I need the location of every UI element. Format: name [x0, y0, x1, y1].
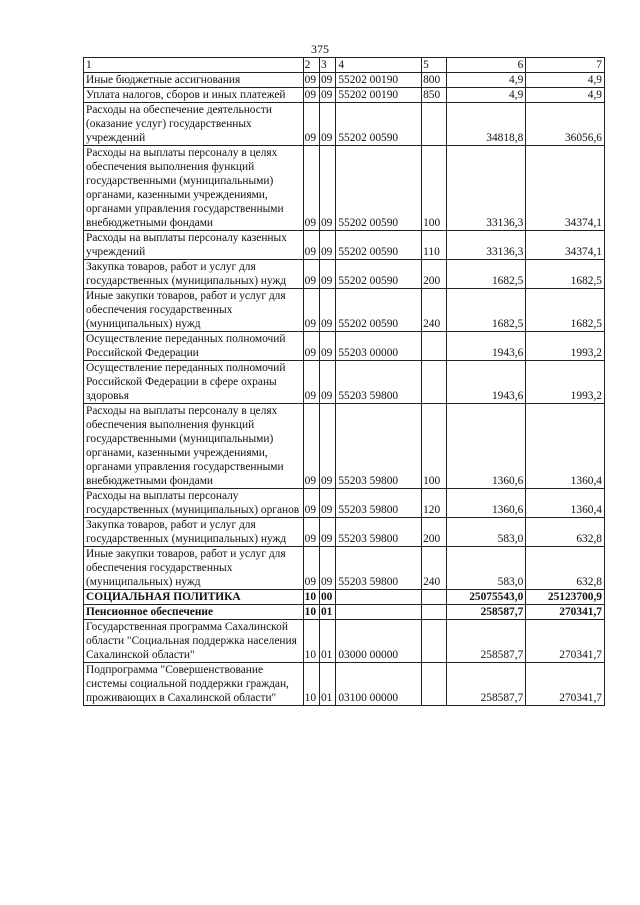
row-name: СОЦИАЛЬНАЯ ПОЛИТИКА	[84, 590, 304, 605]
table-header-row	[84, 58, 605, 73]
row-expense-type	[422, 620, 447, 663]
page-number: 375	[311, 42, 329, 56]
row-name: Закупка товаров, работ и услуг для государственных (муниципальных) нужд	[84, 518, 304, 547]
table-row	[84, 260, 605, 289]
row-name: Уплата налогов, сборов и иных платежей	[84, 88, 304, 103]
row-subsection: 09	[319, 404, 335, 489]
row-expense-type	[422, 361, 447, 404]
table-row	[84, 404, 605, 489]
row-section: 10	[303, 590, 319, 605]
row-section: 09	[303, 404, 319, 489]
row-amount-col7: 270341,7	[526, 620, 605, 663]
row-target-code: 55202 00590	[336, 231, 422, 260]
row-expense-type	[422, 590, 447, 605]
row-section: 09	[303, 518, 319, 547]
row-subsection: 09	[319, 518, 335, 547]
row-section: 09	[303, 361, 319, 404]
row-name: Иные закупки товаров, работ и услуг для обеспечения государственных (муниципальных) нужд	[84, 289, 304, 332]
row-target-code: 55202 00590	[336, 289, 422, 332]
row-section: 09	[303, 332, 319, 361]
table-row	[84, 590, 605, 605]
row-target-code: 55203 59800	[336, 361, 422, 404]
row-target-code: 55202 00190	[336, 88, 422, 103]
row-subsection: 09	[319, 73, 335, 88]
row-amount-col7: 4,9	[526, 88, 605, 103]
row-amount-col7: 632,8	[526, 547, 605, 590]
row-expense-type	[422, 332, 447, 361]
row-target-code: 55203 59800	[336, 489, 422, 518]
column-header-4: 4	[336, 58, 422, 73]
row-section: 09	[303, 547, 319, 590]
row-expense-type: 100	[422, 146, 447, 231]
row-amount-col6: 1682,5	[446, 289, 526, 332]
row-target-code: 55203 00000	[336, 332, 422, 361]
row-section: 09	[303, 73, 319, 88]
row-subsection: 09	[319, 332, 335, 361]
row-subsection: 09	[319, 231, 335, 260]
row-subsection: 09	[319, 289, 335, 332]
row-target-code: 55202 00590	[336, 103, 422, 146]
row-expense-type: 200	[422, 260, 447, 289]
row-expense-type: 850	[422, 88, 447, 103]
row-section: 09	[303, 260, 319, 289]
table-row	[84, 88, 605, 103]
row-name: Государственная программа Сахалинской области "Социальная поддержка населения Сахалинской области"	[84, 620, 304, 663]
row-amount-col6: 583,0	[446, 547, 526, 590]
row-section: 10	[303, 605, 319, 620]
row-subsection: 09	[319, 361, 335, 404]
row-name: Расходы на выплаты персоналу государственных (муниципальных) органов	[84, 489, 304, 518]
budget-table	[83, 57, 605, 706]
row-amount-col6: 33136,3	[446, 231, 526, 260]
row-amount-col6: 1360,6	[446, 489, 526, 518]
row-subsection: 01	[319, 605, 335, 620]
row-amount-col7: 1682,5	[526, 289, 605, 332]
row-subsection: 09	[319, 489, 335, 518]
table-row	[84, 663, 605, 706]
row-section: 10	[303, 620, 319, 663]
column-header-6: 6	[446, 58, 526, 73]
row-amount-col7: 4,9	[526, 73, 605, 88]
row-amount-col6: 258587,7	[446, 620, 526, 663]
row-target-code: 55203 59800	[336, 547, 422, 590]
row-subsection: 09	[319, 146, 335, 231]
row-name: Осуществление переданных полномочий Российской Федерации	[84, 332, 304, 361]
row-name: Иные закупки товаров, работ и услуг для обеспечения государственных (муниципальных) нужд	[84, 547, 304, 590]
row-subsection: 09	[319, 547, 335, 590]
row-section: 09	[303, 489, 319, 518]
row-target-code: 03000 00000	[336, 620, 422, 663]
table-row	[84, 605, 605, 620]
row-amount-col6: 258587,7	[446, 605, 526, 620]
row-expense-type: 200	[422, 518, 447, 547]
table-row	[84, 361, 605, 404]
row-subsection: 09	[319, 260, 335, 289]
row-amount-col7: 270341,7	[526, 663, 605, 706]
row-amount-col6: 583,0	[446, 518, 526, 547]
column-header-2: 2	[303, 58, 319, 73]
row-expense-type: 800	[422, 73, 447, 88]
row-amount-col6: 258587,7	[446, 663, 526, 706]
row-amount-col6: 4,9	[446, 73, 526, 88]
row-name: Расходы на выплаты персоналу казенных учреждений	[84, 231, 304, 260]
table-body	[84, 73, 605, 706]
row-subsection: 01	[319, 620, 335, 663]
column-header-3: 3	[319, 58, 335, 73]
row-expense-type: 240	[422, 289, 447, 332]
row-expense-type: 110	[422, 231, 447, 260]
table-row	[84, 518, 605, 547]
row-section: 09	[303, 231, 319, 260]
row-target-code	[336, 590, 422, 605]
row-section: 09	[303, 289, 319, 332]
row-section: 09	[303, 146, 319, 231]
table-row	[84, 547, 605, 590]
row-amount-col6: 4,9	[446, 88, 526, 103]
row-target-code: 55202 00590	[336, 146, 422, 231]
row-amount-col7: 1993,2	[526, 361, 605, 404]
row-amount-col7: 632,8	[526, 518, 605, 547]
row-section: 09	[303, 88, 319, 103]
row-amount-col7: 36056,6	[526, 103, 605, 146]
row-subsection: 09	[319, 88, 335, 103]
row-expense-type	[422, 103, 447, 146]
row-name: Иные бюджетные ассигнования	[84, 73, 304, 88]
column-header-1: 1	[84, 58, 304, 73]
table-row	[84, 103, 605, 146]
column-header-5: 5	[422, 58, 447, 73]
table-row	[84, 73, 605, 88]
row-amount-col7: 1360,4	[526, 404, 605, 489]
row-name: Подпрограмма "Совершенствование системы социальной поддержки граждан, проживающих в Сахалинской области"	[84, 663, 304, 706]
row-amount-col6: 1360,6	[446, 404, 526, 489]
row-amount-col6: 1943,6	[446, 332, 526, 361]
table-row	[84, 146, 605, 231]
row-section: 09	[303, 103, 319, 146]
row-target-code: 55203 59800	[336, 404, 422, 489]
row-amount-col7: 1360,4	[526, 489, 605, 518]
row-target-code: 03100 00000	[336, 663, 422, 706]
table-row	[84, 289, 605, 332]
row-target-code: 55203 59800	[336, 518, 422, 547]
row-amount-col7: 270341,7	[526, 605, 605, 620]
row-amount-col7: 1682,5	[526, 260, 605, 289]
row-name: Расходы на обеспечение деятельности (оказание услуг) государственных учреждений	[84, 103, 304, 146]
row-subsection: 09	[319, 103, 335, 146]
row-expense-type	[422, 605, 447, 620]
row-amount-col6: 34818,8	[446, 103, 526, 146]
row-amount-col6: 1682,5	[446, 260, 526, 289]
row-amount-col7: 34374,1	[526, 146, 605, 231]
row-name: Пенсионное обеспечение	[84, 605, 304, 620]
row-expense-type	[422, 663, 447, 706]
row-section: 10	[303, 663, 319, 706]
row-amount-col6: 33136,3	[446, 146, 526, 231]
row-target-code: 55202 00190	[336, 73, 422, 88]
row-name: Осуществление переданных полномочий Российской Федерации в сфере охраны здоровья	[84, 361, 304, 404]
table-row	[84, 231, 605, 260]
row-name: Закупка товаров, работ и услуг для государственных (муниципальных) нужд	[84, 260, 304, 289]
row-expense-type: 100	[422, 404, 447, 489]
row-target-code: 55202 00590	[336, 260, 422, 289]
table-row	[84, 489, 605, 518]
row-name: Расходы на выплаты персоналу в целях обеспечения выполнения функций государственными (муниципальными) органами, казенными учреждениями, органами управления государственными внебюджетными фондами	[84, 146, 304, 231]
row-expense-type: 120	[422, 489, 447, 518]
row-amount-col6: 25075543,0	[446, 590, 526, 605]
table-row	[84, 332, 605, 361]
column-header-7: 7	[526, 58, 605, 73]
row-amount-col6: 1943,6	[446, 361, 526, 404]
row-target-code	[336, 605, 422, 620]
row-subsection: 01	[319, 663, 335, 706]
table-row	[84, 620, 605, 663]
row-expense-type: 240	[422, 547, 447, 590]
row-amount-col7: 1993,2	[526, 332, 605, 361]
row-amount-col7: 25123700,9	[526, 590, 605, 605]
row-name: Расходы на выплаты персоналу в целях обеспечения выполнения функций государственными (муниципальными) органами, казенными учреждениями, органами управления государственными внебюджетными фондами	[84, 404, 304, 489]
row-amount-col7: 34374,1	[526, 231, 605, 260]
row-subsection: 00	[319, 590, 335, 605]
